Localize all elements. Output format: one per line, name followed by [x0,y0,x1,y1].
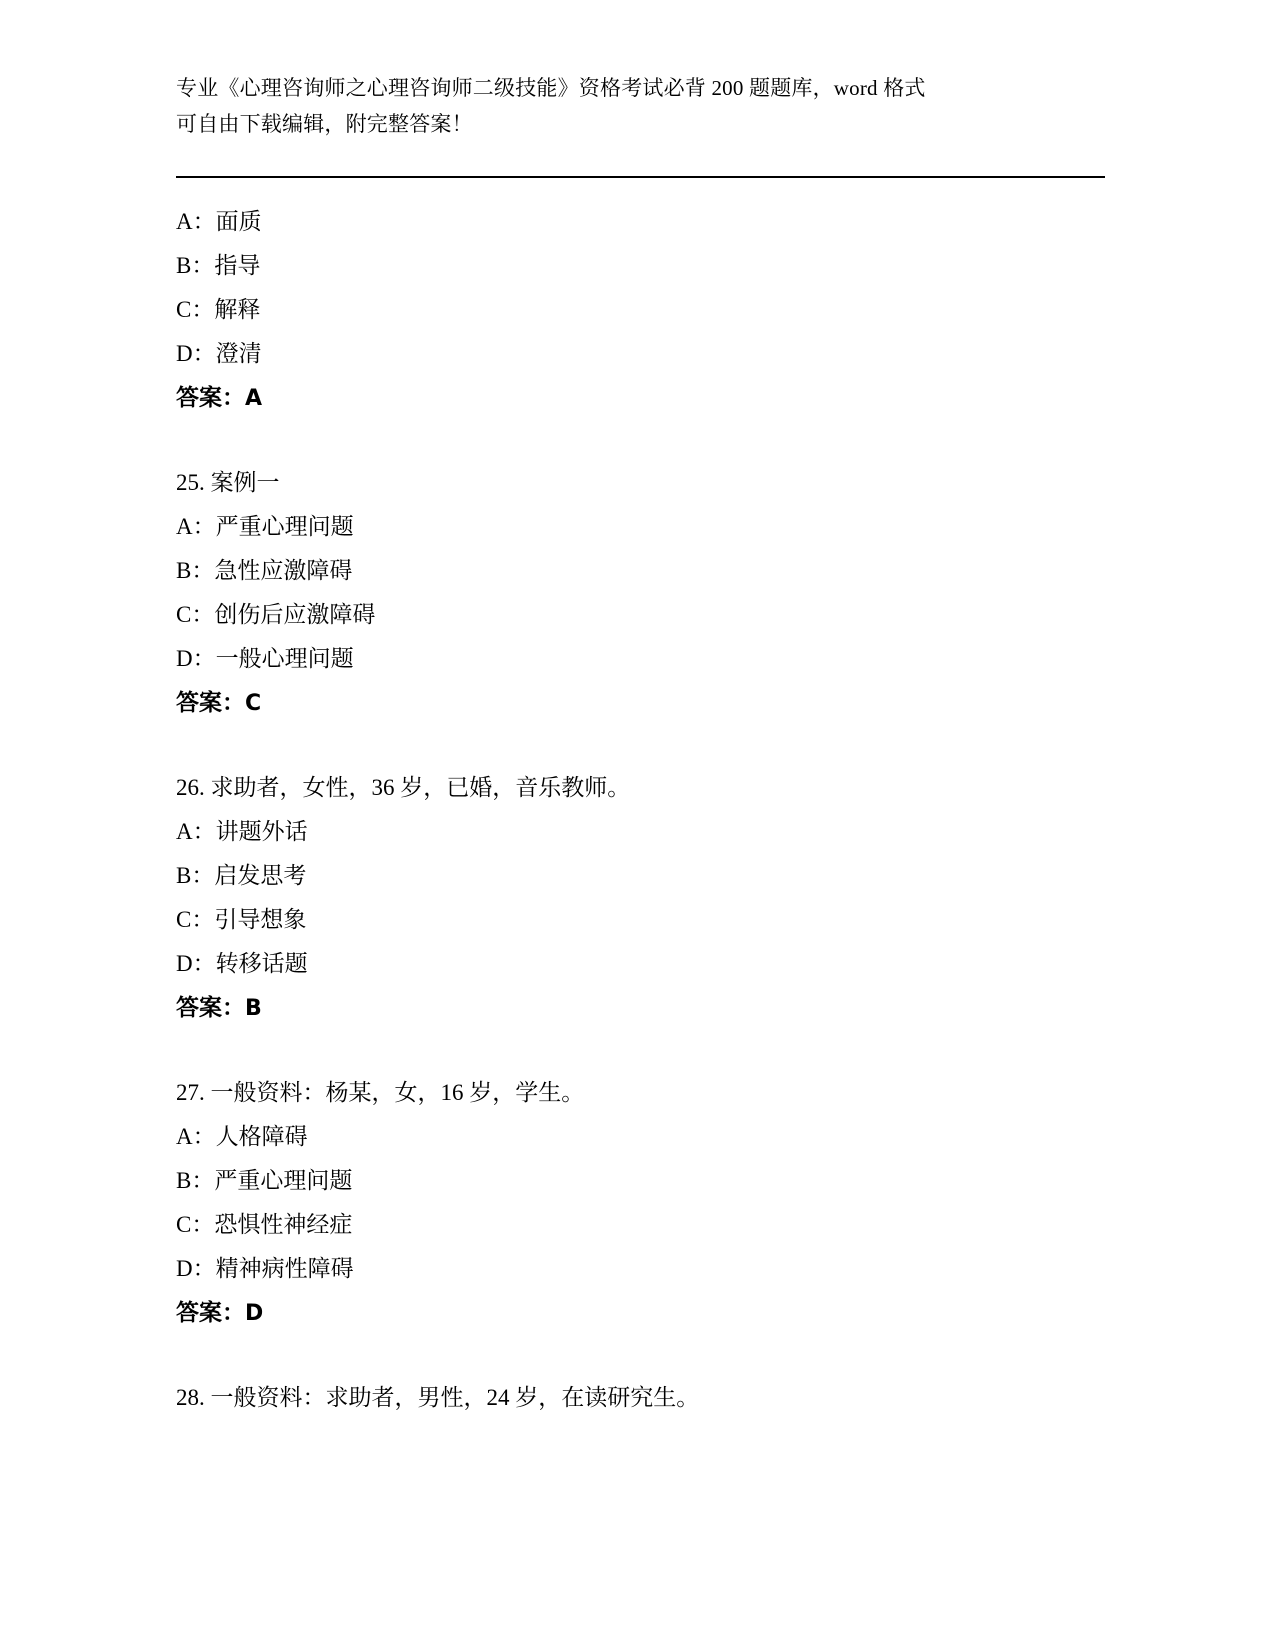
option-item: A：人格障碍 [176,1124,308,1149]
page-header [176,70,1105,142]
option-item: D：转移话题 [176,951,308,976]
question-block [176,200,1105,421]
question-block [176,1071,1105,1336]
answer-line [176,376,1105,421]
option-item: B：急性应激障碍 [176,558,353,583]
option-item: C：引导想象 [176,907,307,932]
header-divider [176,176,1105,178]
answer-value: B [245,996,262,1021]
block-spacer [176,726,1105,766]
answer-line [176,681,1105,726]
question-stem: 28. 一般资料：求助者，男性，24 岁，在读研究生。 [176,1385,700,1410]
option-item: D：一般心理问题 [176,646,354,671]
question-block [176,766,1105,1031]
option-item: A：面质 [176,209,262,234]
option-item: C：解释 [176,297,261,322]
answer-label: 答案： [176,995,245,1020]
answer-label: 答案： [176,1300,245,1325]
answer-label: 答案： [176,690,245,715]
option-item: D：澄清 [176,341,262,366]
block-spacer [176,421,1105,461]
option-item: C：创伤后应激障碍 [176,602,376,627]
header-line-2: 可自由下载编辑，附完整答案！ [176,112,473,136]
option-item: A：讲题外话 [176,819,308,844]
option-item: B：指导 [176,253,261,278]
question-block [176,461,1105,726]
answer-line [176,1291,1105,1336]
block-spacer [176,1031,1105,1071]
option-item: A：严重心理问题 [176,514,354,539]
answer-value: D [245,1301,264,1326]
header-line-1: 专业《心理咨询师之心理咨询师二级技能》资格考试必背 200 题题库，word 格式 [176,76,926,100]
option-item: B：严重心理问题 [176,1168,353,1193]
question-stem: 25. 案例一 [176,470,280,495]
option-item: D：精神病性障碍 [176,1256,354,1281]
answer-label: 答案： [176,385,245,410]
block-spacer [176,1336,1105,1376]
answer-line [176,986,1105,1031]
question-block [176,1376,1105,1420]
answer-value: A [245,386,263,411]
question-stem: 26. 求助者，女性，36 岁，已婚，音乐教师。 [176,775,631,800]
option-item: B：启发思考 [176,863,307,888]
question-stem: 27. 一般资料：杨某，女，16 岁，学生。 [176,1080,585,1105]
answer-value: C [245,691,262,716]
option-item: C：恐惧性神经症 [176,1212,353,1237]
